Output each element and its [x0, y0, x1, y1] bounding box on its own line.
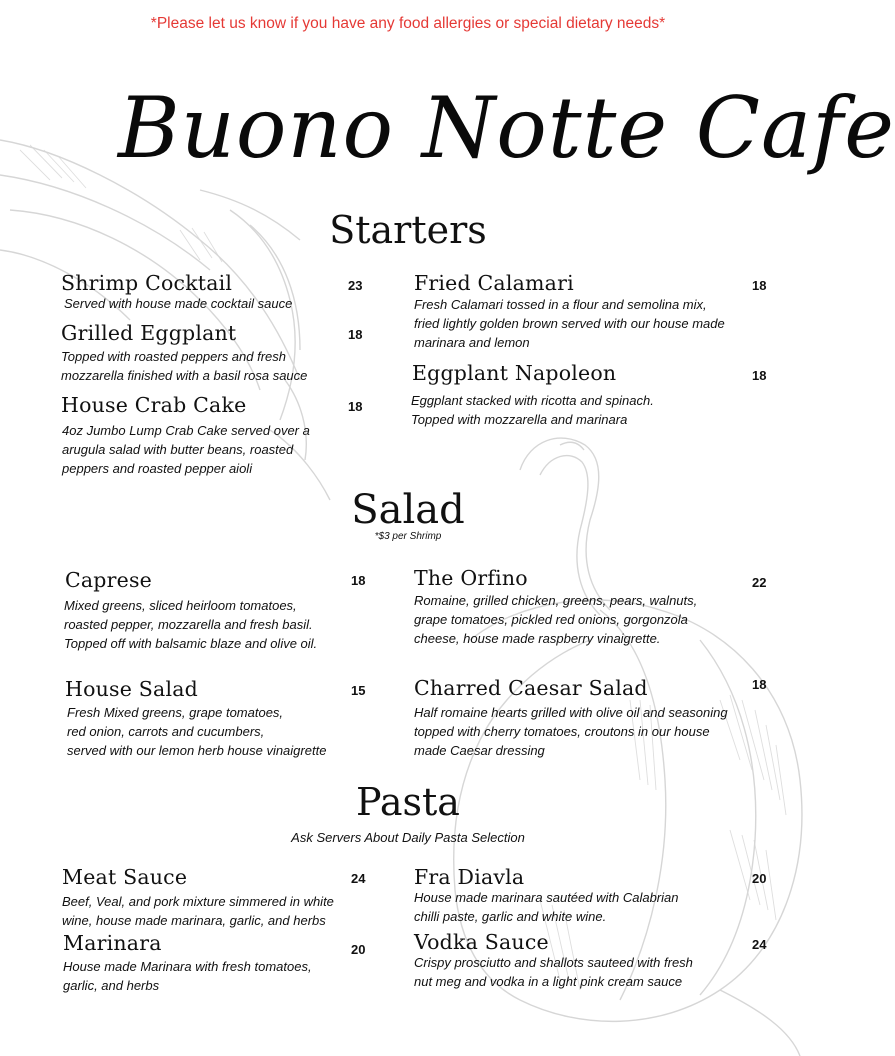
menu-item-price: 18 [752, 677, 767, 692]
menu-item-price: 23 [348, 278, 363, 293]
pasta-note: Ask Servers About Daily Pasta Selection [291, 830, 525, 845]
menu-item-description: Served with house made cocktail sauce [64, 296, 293, 311]
menu-item-description: Romaine, grilled chicken, greens, pears, walnuts, grape tomatoes, pickled red onions, gorgonzola cheese, house made raspberry vinaigrette. [414, 593, 698, 646]
pasta-title: Pasta [356, 780, 460, 824]
menu-item-description: Crispy prosciutto and shallots sauteed with fresh nut meg and vodka in a light pink cream sauce [414, 955, 693, 989]
menu-item-price: 20 [752, 871, 767, 886]
menu-item-price: 24 [752, 937, 767, 952]
menu-item-price: 18 [351, 573, 366, 588]
menu-item-name: Charred Caesar Salad [414, 676, 648, 700]
menu-item-description: Topped with roasted peppers and fresh mozzarella finished with a basil rosa sauce [61, 349, 308, 383]
salad-note: *$3 per Shrimp [374, 531, 442, 542]
menu-item-name: Eggplant Napoleon [412, 361, 617, 385]
menu-item-price: 18 [348, 399, 363, 414]
menu-item-price: 18 [752, 278, 767, 293]
starters-title: Starters [329, 208, 487, 252]
menu-item-description: Half romaine hearts grilled with olive oil and seasoning topped with cherry tomatoes, croutons in our house made Caesar dressing [414, 705, 728, 758]
menu-item-name: Marinara [63, 931, 162, 955]
allergy-notice: *Please let us know if you have any food allergies or special dietary needs* [150, 15, 666, 32]
menu-item-name: House Salad [65, 677, 198, 701]
menu-item-description: House made marinara sautéed with Calabrian chilli paste, garlic and white wine. [414, 890, 679, 924]
menu-item-description: Mixed greens, sliced heirloom tomatoes, roasted pepper, mozzarella and fresh basil. Topped off with balsamic blaze and olive oil. [64, 598, 318, 651]
menu-item-price: 20 [351, 942, 366, 957]
menu-item-name: Shrimp Cocktail [61, 271, 233, 295]
menu-item-description: Fresh Mixed greens, grape tomatoes, red onion, carrots and cucumbers, served with our lemon herb house vinaigrette [67, 705, 327, 758]
menu-item-description: Eggplant stacked with ricotta and spinach. Topped with mozzarella and marinara [411, 393, 654, 427]
menu-item-description: 4oz Jumbo Lump Crab Cake served over a arugula salad with butter beans, roasted peppers and roasted pepper aioli [62, 423, 310, 476]
salad-title: Salad [351, 487, 465, 533]
menu-item-name: The Orfino [414, 566, 528, 590]
cafe-logo: Buono Notte Cafe [118, 79, 895, 177]
menu-item-name: Vodka Sauce [414, 930, 549, 954]
menu-item-name: Meat Sauce [62, 865, 188, 889]
menu-item-name: Caprese [65, 568, 153, 592]
menu-item-price: 24 [351, 871, 366, 886]
menu-item-name: House Crab Cake [61, 393, 247, 417]
menu-item-price: 18 [752, 368, 767, 383]
menu-item-description: Fresh Calamari tossed in a flour and semolina mix, fried lightly golden brown served with our house made marinara and lemon [414, 297, 725, 350]
menu-item-price: 15 [351, 683, 366, 698]
menu-item-price: 18 [348, 327, 363, 342]
menu-item-price: 22 [752, 575, 767, 590]
menu-item-name: Fried Calamari [414, 271, 574, 295]
menu-item-name: Grilled Eggplant [61, 321, 237, 345]
menu-item-description: House made Marinara with fresh tomatoes, garlic, and herbs [63, 959, 312, 993]
menu-item-description: Beef, Veal, and pork mixture simmered in white wine, house made marinara, garlic, and herbs [62, 894, 334, 928]
menu-item-name: Fra Diavla [414, 865, 525, 889]
